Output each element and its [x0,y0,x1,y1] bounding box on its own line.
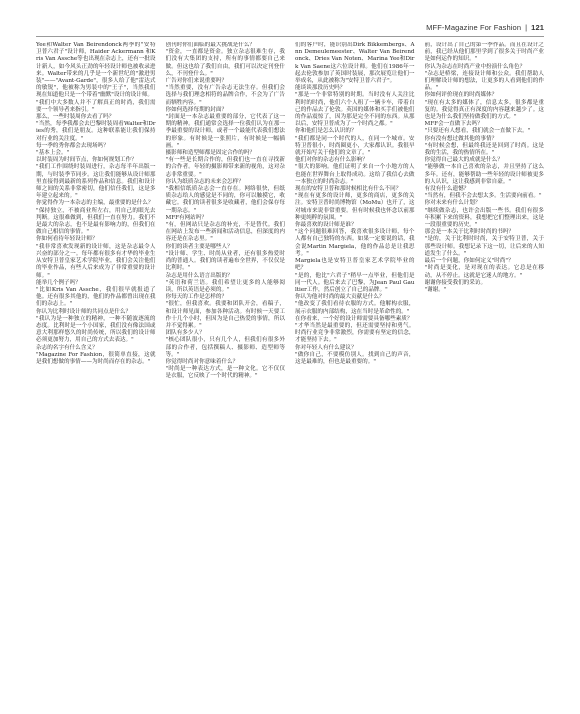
paragraph: "核心团队很小，只有几个人，但我们有很多外部的合作者，包括撰稿人、摄影师、造型师等等。" [165,337,285,358]
paragraph: 最后一个问题，你如何定义"时尚"？ [424,258,514,265]
paragraph: "有，但网站只是杂志的补充，不是替代。我们在网站上发布一些新闻和活动信息，但深度的内容还是在杂志里。" [165,222,285,243]
paragraph: "杂志是桥梁，连接设计师和公众。我们帮助人们理解设计师的想法，让更多的人看到他们的作品。" [424,70,544,92]
paragraph: "基本上会。" [36,150,70,157]
paragraph: 你最喜欢的设计师是谁？ [295,222,357,229]
paragraph: "有一些是长期合作的，但我们也一直在寻找新的合作者。年轻的摄影师带来新的视角，这对杂志非常重要。" [165,157,285,178]
paragraph: 你觉得作为一本杂志的主编，最重要的是什么？ [36,200,154,207]
paragraph: "才华当然是最重要的，但还需要坚持和勇气。时尚行业竞争非常激烈，你需要有坚定的信念，才能坚持下去。" [295,322,415,344]
paragraph: "是的，他比"六君子"稍早一点毕业，但他们是同一代人。他后来去了巴黎，为Jean Paul Gaultier工作，然后创立了自己的品牌。" [295,272,415,293]
text-column-4 [425,42,545,690]
paragraph: "这个问题很难回答，我喜欢很多设计师，每个人都有自己独特的东西。如果一定要说的话，我会说Martin Margiela，他的作品总是让我思考。" [295,229,415,257]
paragraph: 你觉得自己最大的成就是什么？ [424,157,503,164]
paragraph: "英语和荷兰语。我们希望让更多的人能够阅读，所以英语是必须的。" [165,279,285,293]
paragraph: 你每天的工作是怎样的？ [165,294,228,301]
paragraph: 你如何看待年轻设计师？ [36,236,98,243]
paragraph: "有时候会想，但最终我还是回到了时尚。这是我的生活，我的热情所在。" [424,142,544,157]
header-separator: | [525,22,528,32]
article-body [36,42,544,690]
paragraph: 你们的读者主要是哪些人？ [165,243,233,250]
paragraph: 谢谢你接受我们的采访。 [424,279,487,286]
page-number: 121 [531,22,544,32]
paragraph: 每一季的秀你都会去现场吗？ [36,142,109,149]
text-column-2 [166,42,286,690]
paragraph: "当然重要，没有广告杂志无法生存。但我们会选择与我们理念相符的品牌合作，不会为了广告而牺牲内容。" [165,85,285,106]
paragraph: "现在有更多的设计师，更多的商店，更多的关注。安特卫普时尚博物馆（MoMu）也开了，这对城市来说非常重要。但有时候我也怀念以前那种更纯粹的氛围。" [295,193,415,221]
paragraph: 创刊时你们面临的最大挑战是什么？ [165,42,256,48]
paragraph: 你如何评价现在的时尚媒体？ [424,92,498,99]
text-column-1 [36,42,156,690]
paragraph: 你和他们是怎么认识的？ [295,128,357,135]
paragraph: "比如Kris Van Assche，我们很早就报道了他。还有很多其他的，他们的作品都曾出现在我们的杂志上。" [36,286,156,308]
paragraph: 杂志是用什么语言出版的？ [165,272,233,279]
paragraph: 你有没有想过做其他的事情？ [424,135,498,142]
magazine-title: MFF-Magazine For Fashion [426,22,522,32]
paragraph: "做你自己，不要模仿别人。找到自己的声音，这是最难的，但也是最重要的。" [295,351,415,365]
paragraph: 你认为杂志在时尚产业中扮演什么角色？ [424,63,526,70]
header-rule [36,36,544,37]
paragraph: "当然有，但我不会去想太多。生活要向前看。" [424,193,542,200]
paragraph: "我相信纸质杂志会一直存在。网络很快，但纸质杂志给人的感觉是不同的，你可以触摸它，收藏它。我们的读者很多是收藏者，他们会保存每一期杂志。" [165,186,285,214]
paragraph: 有没有什么遗憾？ [424,186,470,193]
paragraph: 广告对你们来说重要吗？ [165,78,228,85]
paragraph: 你如何选择每期的封面？ [165,106,228,113]
paragraph: Margiela也是安特卫普皇家艺术学院毕业的吧？ [295,258,415,272]
paragraph: 在你看来，一个好的设计师需要具备哪些素质？ [295,315,413,322]
paragraph: "谢谢。" [424,286,447,293]
paragraph: 你对年轻人有什么建议？ [295,344,357,351]
paragraph: "保持独立，不被商业所左右，用自己的眼光去判断。这很难做到，但我们一直在努力。我们不是最大的杂志，也不是最有影响力的，但我们在做自己相信的事情。" [36,207,156,236]
paragraph: MFF会一直做下去吗？ [424,121,483,128]
paragraph: "当然，每季我都会去巴黎时装周看Walter和Dries的秀，我们是朋友。这种联系能让我们保持对行业的关注度。" [36,121,156,142]
paragraph: MFF有网站吗？ [165,214,207,221]
paragraph: "他改变了我们看待衣服的方式。他解构衣服，展示衣服的内部结构，这在当时是革命性的。" [295,301,415,315]
paragraph: 你对未来有什么计划？ [424,200,481,207]
paragraph: 现在的安特卫普和那时候相比有什么不同？ [295,186,402,193]
paragraph: 你觉得时尚对你意味着什么？ [165,358,239,365]
paragraph: 前，设计出了自己的第一季作品。而且在设计之前，我已经从他们那里学到了很多关于时尚产业是如何运作的知识。" [424,42,544,63]
paragraph: 他们对你的杂志有什么影响？ [295,157,368,164]
paragraph: "我们工作围绕时装周进行，杂志每半年出版一期，与时装季节同步。这让我们能够从设计师那里直接得到最新的系列作品和信息。我们和设计师之间的关系非常密切，他们信任我们，这是多年建立起来的。" [36,164,156,200]
paragraph: Yee和Walter Van Beirendonck两季的"安特卫普六君子"设计师，Haider Ackermann 和Kris Van Assche等也出现在杂志上，还有一批设计新人，如今风头正劲的年轻设计师也被收录进来。Walter带来的几乎是一个新世纪的"激进男装"——"Avant-Garde"，很多人给了他"雷达式的敏锐"，他被称为男装中的"王子"，当然我们现在知道他只是一个带着"幽默"设计的设计师。 [36,42,156,99]
paragraph: "我认为是一种独立的精神，一种不随波逐流的态度。比利时是一个小国家，我们没有像法国或意大利那样悠久的时尚传统，所以我们的设计师必须更加努力，用自己的方式去表达。" [36,315,156,344]
paragraph: 你认为纸质杂志的未来会怎样？ [165,178,244,185]
paragraph: 能举几个例子吗？ [36,279,81,286]
paragraph: 杂志的名字有什么含义？ [36,344,98,351]
paragraph: "很忙，但我喜欢。我要和团队开会，看稿子，和设计师见面，参加各种活动。有时候一天要工作十几个小时，但因为是自己热爱的事情，所以并不觉得累。" [165,301,285,329]
text-column-3 [295,42,415,690]
paragraph: "我们都是同一个时代的人，在同一个城市。安特卫普很小，时尚圈更小，大家都认识。我很早就开始写关于他们的文章了。" [295,135,415,157]
paragraph: "能够做一本自己喜欢的杂志，并且坚持了这么多年。还有，能够帮助一些年轻的设计师被更多的人认识，这让我感到非常自豪。" [424,164,544,185]
paragraph: "封面是一本杂志最重要的部分，它代表了这一期的精神。我们通常会选择一位我们认为在那一季最重要的设计师，或者一个最能代表我们想法的形象。有时候是一张照片，有时候是一幅插画。" [165,114,285,149]
paragraph: "设计师、学生、时尚从业者，还有很多热爱时尚的普通人。我们的读者遍布全世界，不仅仅是比利时。" [165,250,285,272]
paragraph: 们的客户时，能识别出Dirk Bikkembergs、Ann Demeulemeester、Walter Van Beirendonck、Dries Van Noten、Marina Yee和Dirk Van Saene这六位设计师。他们在1986年一起去伦敦参加了英国时装展，那次展览让他们一举成名，从此被称为"安特卫普六君子"。 [295,42,415,85]
paragraph: 摄影师和造型师都是固定合作的吗？ [165,150,256,157]
paragraph: "现在有太多的媒体了，信息太多，很多都是重复的。我觉得真正有深度的内容越来越少了。这也是为什么我们坚持做我们的方式。" [424,99,544,121]
paragraph: "Magazine For Fashion，很简单直接，这就是我们想做的事情——为时尚而存在的杂志。" [36,351,156,365]
page-header [36,20,544,34]
paragraph: "资金，一直都是资金。独立杂志很难生存，我们没有大集团的支持，所有的事情都要自己来做。但这也给了我们自由，我们可以决定刊登什么，不刊登什么。" [165,49,285,77]
paragraph: "时尚是一种表达方式，是一种文化。它不仅仅是衣服，它反映了一个时代的精神。" [165,366,285,380]
paragraph: 团队有多少人？ [165,330,205,337]
paragraph: 以时装周为时间节点，你如何规划工作？ [36,157,137,164]
paragraph: "继续做杂志，也许会出版一些书。我们有很多年积累下来的资料，我想把它们整理出来，这是一段很重要的历史。" [424,207,544,229]
paragraph: 那会是一本关于比利时时尚的书吗？ [424,229,515,236]
paragraph: "很大的影响。他们证明了来自一个小地方的人也能在世界舞台上取得成功。这给了我信心去做一本独立的时尚杂志。" [295,164,415,185]
paragraph: "我非常喜欢发现新的设计师，这是杂志最令人兴奋的部分之一。每年都有很多有才华的毕业生从安特卫普皇家艺术学院毕业，我们会关注他们的毕业作品，有些人后来成为了非常重要的设计师。" [36,243,156,279]
paragraph: 你认为他对时尚的最大贡献是什么？ [295,294,385,301]
paragraph: "我们中大多数人并不了解真正的时尚，我们需要一个领导者来指引。" [36,99,156,113]
paragraph: "是的，关于比利时时尚，关于安特卫普，关于那些设计师。我想记录下这一切，让后来的人知道发生了什么。" [424,236,544,257]
paragraph: "时尚是变化，是对现在的表达。它总是在移动，从不停止。这就是它迷人的地方。" [424,265,544,279]
paragraph: "只要还有人想看，我们就会一直做下去。" [424,128,531,135]
paragraph: 那么，一些时装周你去看了吗？ [36,114,115,121]
paragraph: "那是一个非常特别的时期。当时没有人关注比利时的时尚，他们六个人租了一辆卡车，带着自己的作品去了伦敦。英国的媒体和买手们被他们的作品震惊了，因为那是完全不同的东西。从那以后，安特卫普成为了一个时尚之都。" [295,92,415,128]
paragraph: 你认为比利时设计师的共同点是什么？ [36,308,132,315]
paragraph: 能谈谈那段历史吗？ [295,85,346,92]
